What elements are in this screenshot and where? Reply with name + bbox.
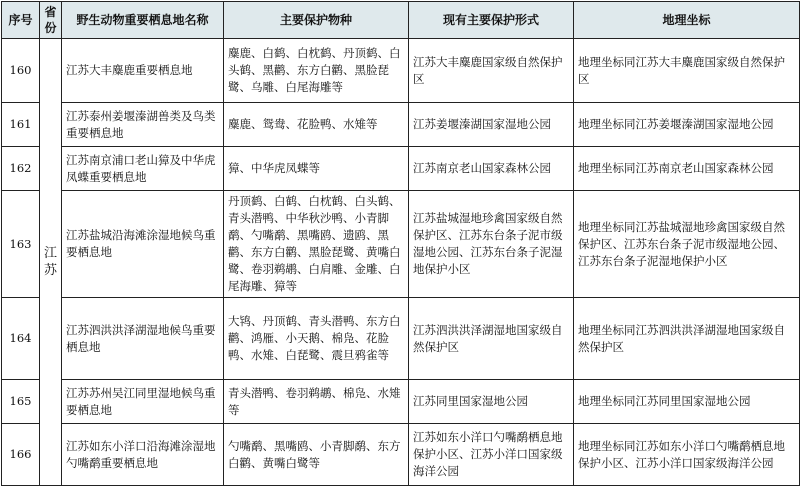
row-habitat-name: 江苏大丰麋鹿重要栖息地 bbox=[62, 39, 224, 103]
row-coordinates: 地理坐标同江苏盐城湿地珍禽国家级自然保护区、江苏东台条子泥市级湿地公园、江苏东台条子泥湿地保护小区 bbox=[574, 191, 800, 298]
row-coordinates: 地理坐标同江苏大丰麋鹿国家级自然保护区 bbox=[574, 39, 800, 103]
table-row bbox=[2, 147, 800, 191]
row-species: 勺嘴鹬、黑嘴鸥、小青脚鹬、东方白鹳、黄嘴白鹭等 bbox=[224, 424, 409, 486]
row-coordinates: 地理坐标同江苏姜堰溱湖国家湿地公园 bbox=[574, 103, 800, 147]
table-header-row bbox=[2, 2, 800, 39]
header-seq: 序号 bbox=[2, 2, 40, 39]
province-char: 苏 bbox=[43, 263, 57, 278]
row-protection-form: 江苏南京老山国家森林公园 bbox=[409, 147, 574, 191]
row-habitat-name: 江苏南京浦口老山獐及中华虎凤蝶重要栖息地 bbox=[62, 147, 224, 191]
row-seq: 162 bbox=[2, 147, 40, 191]
row-coordinates: 地理坐标同江苏南京老山国家森林公园 bbox=[574, 147, 800, 191]
row-protection-form: 江苏姜堰溱湖国家湿地公园 bbox=[409, 103, 574, 147]
row-seq: 161 bbox=[2, 103, 40, 147]
row-coordinates: 地理坐标同江苏同里国家湿地公园 bbox=[574, 380, 800, 424]
row-habitat-name: 江苏泰州姜堰溱湖兽类及鸟类重要栖息地 bbox=[62, 103, 224, 147]
row-protection-form: 江苏泗洪洪泽湖湿地国家级自然保护区 bbox=[409, 298, 574, 380]
header-species: 主要保护物种 bbox=[224, 2, 409, 39]
row-protection-form: 江苏同里国家湿地公园 bbox=[409, 380, 574, 424]
row-protection-form: 江苏大丰麋鹿国家级自然保护区 bbox=[409, 39, 574, 103]
header-coordinates: 地理坐标 bbox=[574, 2, 800, 39]
row-seq: 163 bbox=[2, 191, 40, 298]
row-habitat-name: 江苏盐城沿海滩涂湿地候鸟重要栖息地 bbox=[62, 191, 224, 298]
row-habitat-name: 江苏苏州吴江同里湿地候鸟重要栖息地 bbox=[62, 380, 224, 424]
row-species: 麋鹿、白鹤、白枕鹤、丹顶鹤、白头鹤、黑鹳、东方白鹳、黑脸琵鹭、乌雕、白尾海雕等 bbox=[224, 39, 409, 103]
row-species: 丹顶鹤、白鹤、白枕鹤、白头鹤、青头潜鸭、中华秋沙鸭、小青脚鹬、勺嘴鹬、黑嘴鸥、遗鸥、黑鹳、东方白鹳、黑脸琵鹭、黄嘴白鹭、卷羽鹈鹕、白肩雕、金雕、白尾海雕、獐等 bbox=[224, 191, 409, 298]
row-habitat-name: 江苏如东小洋口沿海滩涂湿地勺嘴鹬重要栖息地 bbox=[62, 424, 224, 486]
header-province-char: 省 bbox=[44, 5, 57, 19]
habitat-table bbox=[1, 1, 800, 486]
table-row bbox=[2, 424, 800, 486]
table-row bbox=[2, 191, 800, 298]
row-seq: 165 bbox=[2, 380, 40, 424]
row-species: 青头潜鸭、卷羽鹈鹕、棉凫、水雉等 bbox=[224, 380, 409, 424]
row-species: 獐、中华虎凤蝶等 bbox=[224, 147, 409, 191]
header-province-char: 份 bbox=[44, 21, 57, 35]
row-seq: 166 bbox=[2, 424, 40, 486]
row-coordinates: 地理坐标同江苏如东小洋口勺嘴鹬栖息地保护小区、江苏小洋口国家级海洋公园 bbox=[574, 424, 800, 486]
header-province bbox=[40, 2, 62, 39]
row-habitat-name: 江苏泗洪洪泽湖湿地候鸟重要栖息地 bbox=[62, 298, 224, 380]
row-protection-form: 江苏如东小洋口勺嘴鹬栖息地保护小区、江苏小洋口国家级海洋公园 bbox=[409, 424, 574, 486]
table-row bbox=[2, 380, 800, 424]
header-protection-form: 现有主要保护形式 bbox=[409, 2, 574, 39]
table-row bbox=[2, 39, 800, 103]
province-cell bbox=[40, 39, 62, 486]
table-row bbox=[2, 103, 800, 147]
row-seq: 160 bbox=[2, 39, 40, 103]
row-seq: 164 bbox=[2, 298, 40, 380]
row-protection-form: 江苏盐城湿地珍禽国家级自然保护区、江苏东台条子泥市级湿地公园、江苏东台条子泥湿地保护小区 bbox=[409, 191, 574, 298]
province-char: 江 bbox=[43, 246, 57, 261]
row-coordinates: 地理坐标同江苏泗洪洪泽湖湿地国家级自然保护区 bbox=[574, 298, 800, 380]
row-species: 大鸨、丹顶鹤、青头潜鸭、东方白鹳、鸿雁、小天鹅、棉凫、花脸鸭、水雉、白琵鹭、震旦鸦雀等 bbox=[224, 298, 409, 380]
row-species: 麋鹿、鸳鸯、花脸鸭、水雉等 bbox=[224, 103, 409, 147]
header-habitat-name: 野生动物重要栖息地名称 bbox=[62, 2, 224, 39]
table-row bbox=[2, 298, 800, 380]
